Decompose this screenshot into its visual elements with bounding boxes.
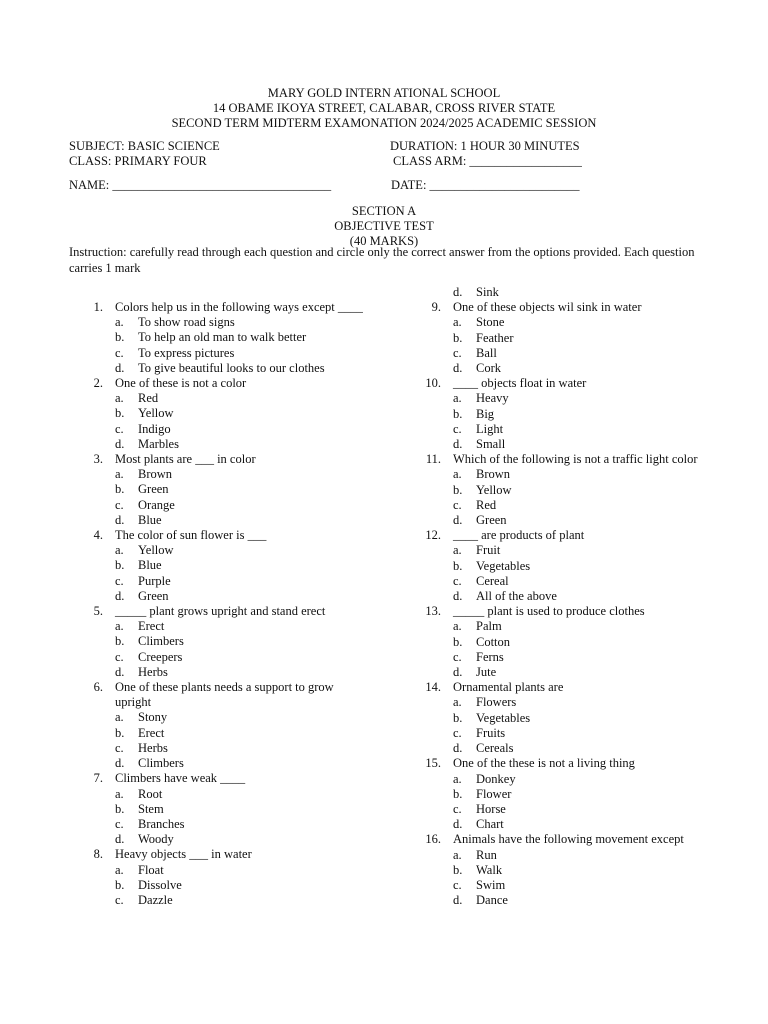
answer-option[interactable] xyxy=(407,513,707,528)
answer-option[interactable] xyxy=(69,589,369,604)
answer-option[interactable] xyxy=(407,346,707,361)
question-text: ____ are products of plant xyxy=(453,528,585,543)
option-letter: a. xyxy=(453,771,462,786)
option-text: Stone xyxy=(476,315,505,330)
answer-option[interactable] xyxy=(69,330,369,345)
class-label: CLASS: PRIMARY FOUR xyxy=(69,154,207,168)
option-text: Float xyxy=(138,862,164,877)
question-stem xyxy=(69,604,369,619)
option-text: Herbs xyxy=(138,740,168,755)
question-number: 7. xyxy=(93,771,103,786)
option-letter: b. xyxy=(453,406,463,421)
answer-option[interactable] xyxy=(69,619,369,634)
option-letter: b. xyxy=(453,330,463,345)
option-letter: c. xyxy=(115,421,124,436)
option-letter: d. xyxy=(453,285,463,299)
answer-option[interactable] xyxy=(407,543,707,558)
school-name: MARY GOLD INTERN ATIONAL SCHOOL xyxy=(267,86,501,100)
question-stem xyxy=(407,604,707,619)
option-letter: c. xyxy=(115,816,124,831)
question-text: One of these plants needs a support to grow upright xyxy=(115,680,334,710)
question-stem xyxy=(69,528,369,543)
option-letter: d. xyxy=(453,893,463,908)
option-letter: a. xyxy=(453,467,462,482)
option-text: Ball xyxy=(476,345,497,360)
question-stem xyxy=(407,376,707,391)
answer-option[interactable] xyxy=(407,817,707,832)
option-text: Purple xyxy=(138,573,171,588)
answer-option[interactable] xyxy=(407,407,707,422)
question-text: Ornamental plants are xyxy=(453,680,564,695)
answer-option[interactable] xyxy=(407,619,707,634)
answer-option[interactable] xyxy=(69,893,369,908)
option-letter: a. xyxy=(453,695,462,710)
question-number: 5. xyxy=(93,604,103,619)
option-text: Root xyxy=(138,786,163,801)
option-text: Yellow xyxy=(476,482,512,497)
option-letter: b. xyxy=(115,406,125,421)
option-text: Vegetables xyxy=(476,710,531,725)
option-text: Blue xyxy=(138,558,162,573)
option-text: To express pictures xyxy=(138,345,235,360)
option-text: Brown xyxy=(476,467,511,482)
question-text: _____ plant is used to produce clothes xyxy=(453,604,645,619)
option-text: Sink xyxy=(476,285,499,299)
option-text: Stony xyxy=(138,710,168,725)
option-text: All of the above xyxy=(476,589,557,604)
option-text: Woody xyxy=(138,832,174,847)
answer-option[interactable] xyxy=(407,315,707,330)
answer-option[interactable] xyxy=(69,665,369,680)
question-stem xyxy=(69,300,369,315)
option-text: Indigo xyxy=(138,421,171,436)
option-text: To help an old man to walk better xyxy=(138,330,307,345)
option-letter: b. xyxy=(115,801,125,816)
answer-option[interactable] xyxy=(407,635,707,650)
option-text: Jute xyxy=(476,665,497,680)
question-text: One of these is not a color xyxy=(115,376,247,391)
answer-option[interactable] xyxy=(69,634,369,649)
option-letter: a. xyxy=(115,467,124,482)
school-address: 14 OBAME IKOYA STREET, CALABAR, CROSS RIVER STATE xyxy=(212,101,556,115)
subject-label: SUBJECT: BASIC SCIENCE xyxy=(69,139,220,153)
question-stem xyxy=(69,452,369,467)
question-text: Which of the following is not a traffic light color xyxy=(453,452,698,467)
answer-option[interactable] xyxy=(69,406,369,421)
option-letter: d. xyxy=(115,360,125,375)
answer-option[interactable] xyxy=(407,437,707,452)
option-letter: d. xyxy=(115,832,125,847)
answer-option[interactable] xyxy=(407,787,707,802)
option-text: Erect xyxy=(138,619,165,634)
option-letter: d. xyxy=(453,817,463,832)
option-text: Branches xyxy=(138,816,185,831)
option-letter: d. xyxy=(115,436,125,451)
option-text: Creepers xyxy=(138,649,183,664)
question-number: 10. xyxy=(425,376,441,391)
answer-option[interactable] xyxy=(69,422,369,437)
question-number: 11. xyxy=(425,452,441,467)
option-text: Green xyxy=(138,588,169,603)
question-stem xyxy=(407,832,707,847)
answer-option[interactable] xyxy=(69,558,369,573)
option-text: Light xyxy=(476,421,504,436)
option-text: Donkey xyxy=(476,771,516,786)
option-text: Dance xyxy=(476,893,508,908)
question-number: 3. xyxy=(93,452,103,467)
option-letter: a. xyxy=(115,619,124,634)
date-field[interactable]: DATE: ________________________ xyxy=(391,178,580,192)
section-title: SECTION A xyxy=(351,204,417,218)
answer-option[interactable] xyxy=(407,498,707,513)
exam-header xyxy=(0,86,768,131)
question-text: Climbers have weak ____ xyxy=(115,771,246,786)
answer-option[interactable] xyxy=(69,361,369,376)
question-text: Colors help us in the following ways except ____ xyxy=(115,300,363,314)
option-text: Run xyxy=(476,847,497,862)
option-letter: b. xyxy=(453,558,463,573)
answer-option[interactable] xyxy=(69,650,369,665)
option-letter: a. xyxy=(115,710,124,725)
option-letter: d. xyxy=(453,437,463,452)
option-text: Green xyxy=(476,513,507,528)
option-letter: a. xyxy=(453,543,462,558)
option-letter: a. xyxy=(453,847,462,862)
question-number: 2. xyxy=(93,376,103,391)
answer-option[interactable] xyxy=(407,878,707,893)
answer-option[interactable] xyxy=(69,741,369,756)
option-letter: a. xyxy=(453,391,462,406)
answer-option[interactable] xyxy=(69,787,369,802)
answer-option[interactable] xyxy=(407,802,707,817)
option-letter: d. xyxy=(115,512,125,527)
option-letter: c. xyxy=(453,345,462,360)
option-letter: d. xyxy=(115,756,125,771)
option-letter: b. xyxy=(115,877,125,892)
option-letter: b. xyxy=(453,634,463,649)
answer-option[interactable] xyxy=(69,756,369,771)
question-text: _____ plant grows upright and stand erect xyxy=(115,604,326,619)
option-text: To show road signs xyxy=(138,315,235,330)
option-letter: a. xyxy=(453,619,462,634)
option-letter: b. xyxy=(453,862,463,877)
option-text: Cereals xyxy=(476,741,514,756)
option-letter: b. xyxy=(453,482,463,497)
answer-option[interactable] xyxy=(69,498,369,513)
option-text: Brown xyxy=(138,467,173,482)
option-letter: c. xyxy=(453,497,462,512)
option-letter: c. xyxy=(115,497,124,512)
option-letter: d. xyxy=(453,741,463,756)
answer-option[interactable] xyxy=(407,422,707,437)
question-number: 14. xyxy=(425,680,441,695)
option-text: Climbers xyxy=(138,634,184,649)
answer-option[interactable] xyxy=(69,482,369,497)
option-text: Red xyxy=(476,497,497,512)
option-text: Cereal xyxy=(476,573,509,588)
option-letter: c. xyxy=(115,345,124,360)
option-letter: b. xyxy=(453,786,463,801)
question-text: One of the these is not a living thing xyxy=(453,756,635,771)
option-letter: c. xyxy=(115,573,124,588)
question-number: 13. xyxy=(425,604,441,619)
answer-option[interactable] xyxy=(69,574,369,589)
answer-option[interactable] xyxy=(407,772,707,787)
section-marks: (40 MARKS) xyxy=(349,234,419,248)
question-stem xyxy=(407,680,707,695)
answer-option[interactable] xyxy=(407,467,707,482)
question-stem xyxy=(407,756,707,771)
questions-column-right xyxy=(407,285,707,908)
answer-option[interactable] xyxy=(69,726,369,741)
option-text: Swim xyxy=(476,877,506,892)
option-text: Yellow xyxy=(138,543,174,558)
option-letter: b. xyxy=(115,558,125,573)
option-letter: d. xyxy=(453,361,463,376)
section-heading xyxy=(0,204,768,249)
question-text: One of these objects wil sink in water xyxy=(453,300,642,315)
class-arm-field[interactable]: CLASS ARM: __________________ xyxy=(393,154,582,168)
answer-option[interactable] xyxy=(407,285,707,300)
duration-label: DURATION: 1 HOUR 30 MINUTES xyxy=(390,139,580,153)
answer-option[interactable] xyxy=(407,331,707,346)
answer-option[interactable] xyxy=(69,315,369,330)
option-text: Erect xyxy=(138,725,165,740)
question-stem xyxy=(407,528,707,543)
answer-option[interactable] xyxy=(407,361,707,376)
answer-option[interactable] xyxy=(69,817,369,832)
option-letter: c. xyxy=(453,421,462,436)
answer-option[interactable] xyxy=(69,391,369,406)
question-number: 15. xyxy=(425,756,441,771)
option-text: Small xyxy=(476,437,506,452)
option-letter: a. xyxy=(115,786,124,801)
answer-option[interactable] xyxy=(69,832,369,847)
answer-option[interactable] xyxy=(407,650,707,665)
option-text: To give beautiful looks to our clothes xyxy=(138,360,325,375)
question-text: Heavy objects ___ in water xyxy=(115,847,252,862)
option-letter: b. xyxy=(453,710,463,725)
answer-option[interactable] xyxy=(407,893,707,908)
option-letter: d. xyxy=(115,588,125,603)
question-number: 8. xyxy=(93,847,103,862)
question-number: 9. xyxy=(431,300,441,315)
answer-option[interactable] xyxy=(407,863,707,878)
option-text: Dazzle xyxy=(138,892,173,907)
option-text: Yellow xyxy=(138,406,174,421)
option-text: Feather xyxy=(476,330,514,345)
option-letter: a. xyxy=(115,543,124,558)
question-number: 1. xyxy=(93,300,103,314)
option-text: Blue xyxy=(138,512,162,527)
answer-option[interactable] xyxy=(407,726,707,741)
question-stem xyxy=(69,847,369,862)
option-text: Flowers xyxy=(476,695,517,710)
answer-option[interactable] xyxy=(407,589,707,604)
option-letter: d. xyxy=(453,665,463,680)
answer-option[interactable] xyxy=(407,483,707,498)
answer-option[interactable] xyxy=(69,543,369,558)
name-field[interactable]: NAME: ___________________________________ xyxy=(69,178,332,192)
option-letter: c. xyxy=(453,573,462,588)
option-text: Palm xyxy=(476,619,502,634)
answer-option[interactable] xyxy=(69,346,369,361)
question-number: 4. xyxy=(93,528,103,543)
question-text: The color of sun flower is ___ xyxy=(115,528,267,543)
option-text: Vegetables xyxy=(476,558,531,573)
answer-option[interactable] xyxy=(69,710,369,725)
answer-option[interactable] xyxy=(407,665,707,680)
question-stem xyxy=(69,680,369,710)
option-letter: d. xyxy=(453,513,463,528)
exam-title: SECOND TERM MIDTERM EXAMONATION 2024/2025 ACADEMIC SESSION xyxy=(171,116,597,130)
option-text: Red xyxy=(138,391,159,406)
option-text: Flower xyxy=(476,786,512,801)
option-letter: d. xyxy=(453,589,463,604)
option-letter: c. xyxy=(453,877,462,892)
question-text: Animals have the following movement except xyxy=(453,832,684,847)
option-letter: a. xyxy=(115,391,124,406)
option-text: Cork xyxy=(476,361,501,376)
option-letter: a. xyxy=(453,315,462,330)
option-text: Orange xyxy=(138,497,175,512)
option-text: Dissolve xyxy=(138,877,182,892)
answer-option[interactable] xyxy=(407,848,707,863)
question-stem xyxy=(407,452,707,467)
option-letter: c. xyxy=(453,801,462,816)
option-letter: b. xyxy=(115,482,125,497)
option-letter: c. xyxy=(453,725,462,740)
option-text: Ferns xyxy=(476,649,504,664)
option-text: Stem xyxy=(138,801,164,816)
option-text: Green xyxy=(138,482,169,497)
answer-option[interactable] xyxy=(407,711,707,726)
option-text: Horse xyxy=(476,801,506,816)
option-text: Marbles xyxy=(138,436,179,451)
answer-option[interactable] xyxy=(69,467,369,482)
option-letter: b. xyxy=(115,330,125,345)
answer-option[interactable] xyxy=(69,437,369,452)
option-letter: c. xyxy=(115,649,124,664)
option-letter: b. xyxy=(115,725,125,740)
answer-option[interactable] xyxy=(407,559,707,574)
question-stem xyxy=(407,300,707,315)
option-letter: c. xyxy=(115,740,124,755)
option-text: Climbers xyxy=(138,756,184,771)
answer-option[interactable] xyxy=(69,878,369,893)
option-letter: d. xyxy=(115,664,125,679)
option-text: Fruits xyxy=(476,725,506,740)
question-number: 6. xyxy=(93,680,103,695)
question-stem xyxy=(69,771,369,786)
question-text: ____ objects float in water xyxy=(453,376,587,391)
question-number: 16. xyxy=(425,832,441,847)
option-text: Fruit xyxy=(476,543,501,558)
option-text: Big xyxy=(476,406,495,421)
answer-option[interactable] xyxy=(69,802,369,817)
answer-option[interactable] xyxy=(69,863,369,878)
answer-option[interactable] xyxy=(407,574,707,589)
answer-option[interactable] xyxy=(407,695,707,710)
option-text: Chart xyxy=(476,817,504,832)
answer-option[interactable] xyxy=(69,513,369,528)
option-letter: c. xyxy=(453,649,462,664)
questions-column-left xyxy=(69,300,369,908)
answer-option[interactable] xyxy=(407,741,707,756)
option-letter: a. xyxy=(115,862,124,877)
section-subtitle: OBJECTIVE TEST xyxy=(334,219,434,233)
option-text: Herbs xyxy=(138,664,168,679)
question-text: Most plants are ___ in color xyxy=(115,452,256,467)
question-stem xyxy=(69,376,369,391)
question-number: 12. xyxy=(425,528,441,543)
option-text: Cotton xyxy=(476,634,511,649)
instruction-text: Instruction: carefully read through each question and circle only the correct answer from the options provided. Each question carries 1 mark xyxy=(69,245,695,275)
option-letter: b. xyxy=(115,634,125,649)
answer-option[interactable] xyxy=(407,391,707,406)
option-letter: c. xyxy=(115,892,124,907)
option-text: Walk xyxy=(476,862,503,877)
option-text: Heavy xyxy=(476,391,509,406)
option-letter: a. xyxy=(115,315,124,330)
